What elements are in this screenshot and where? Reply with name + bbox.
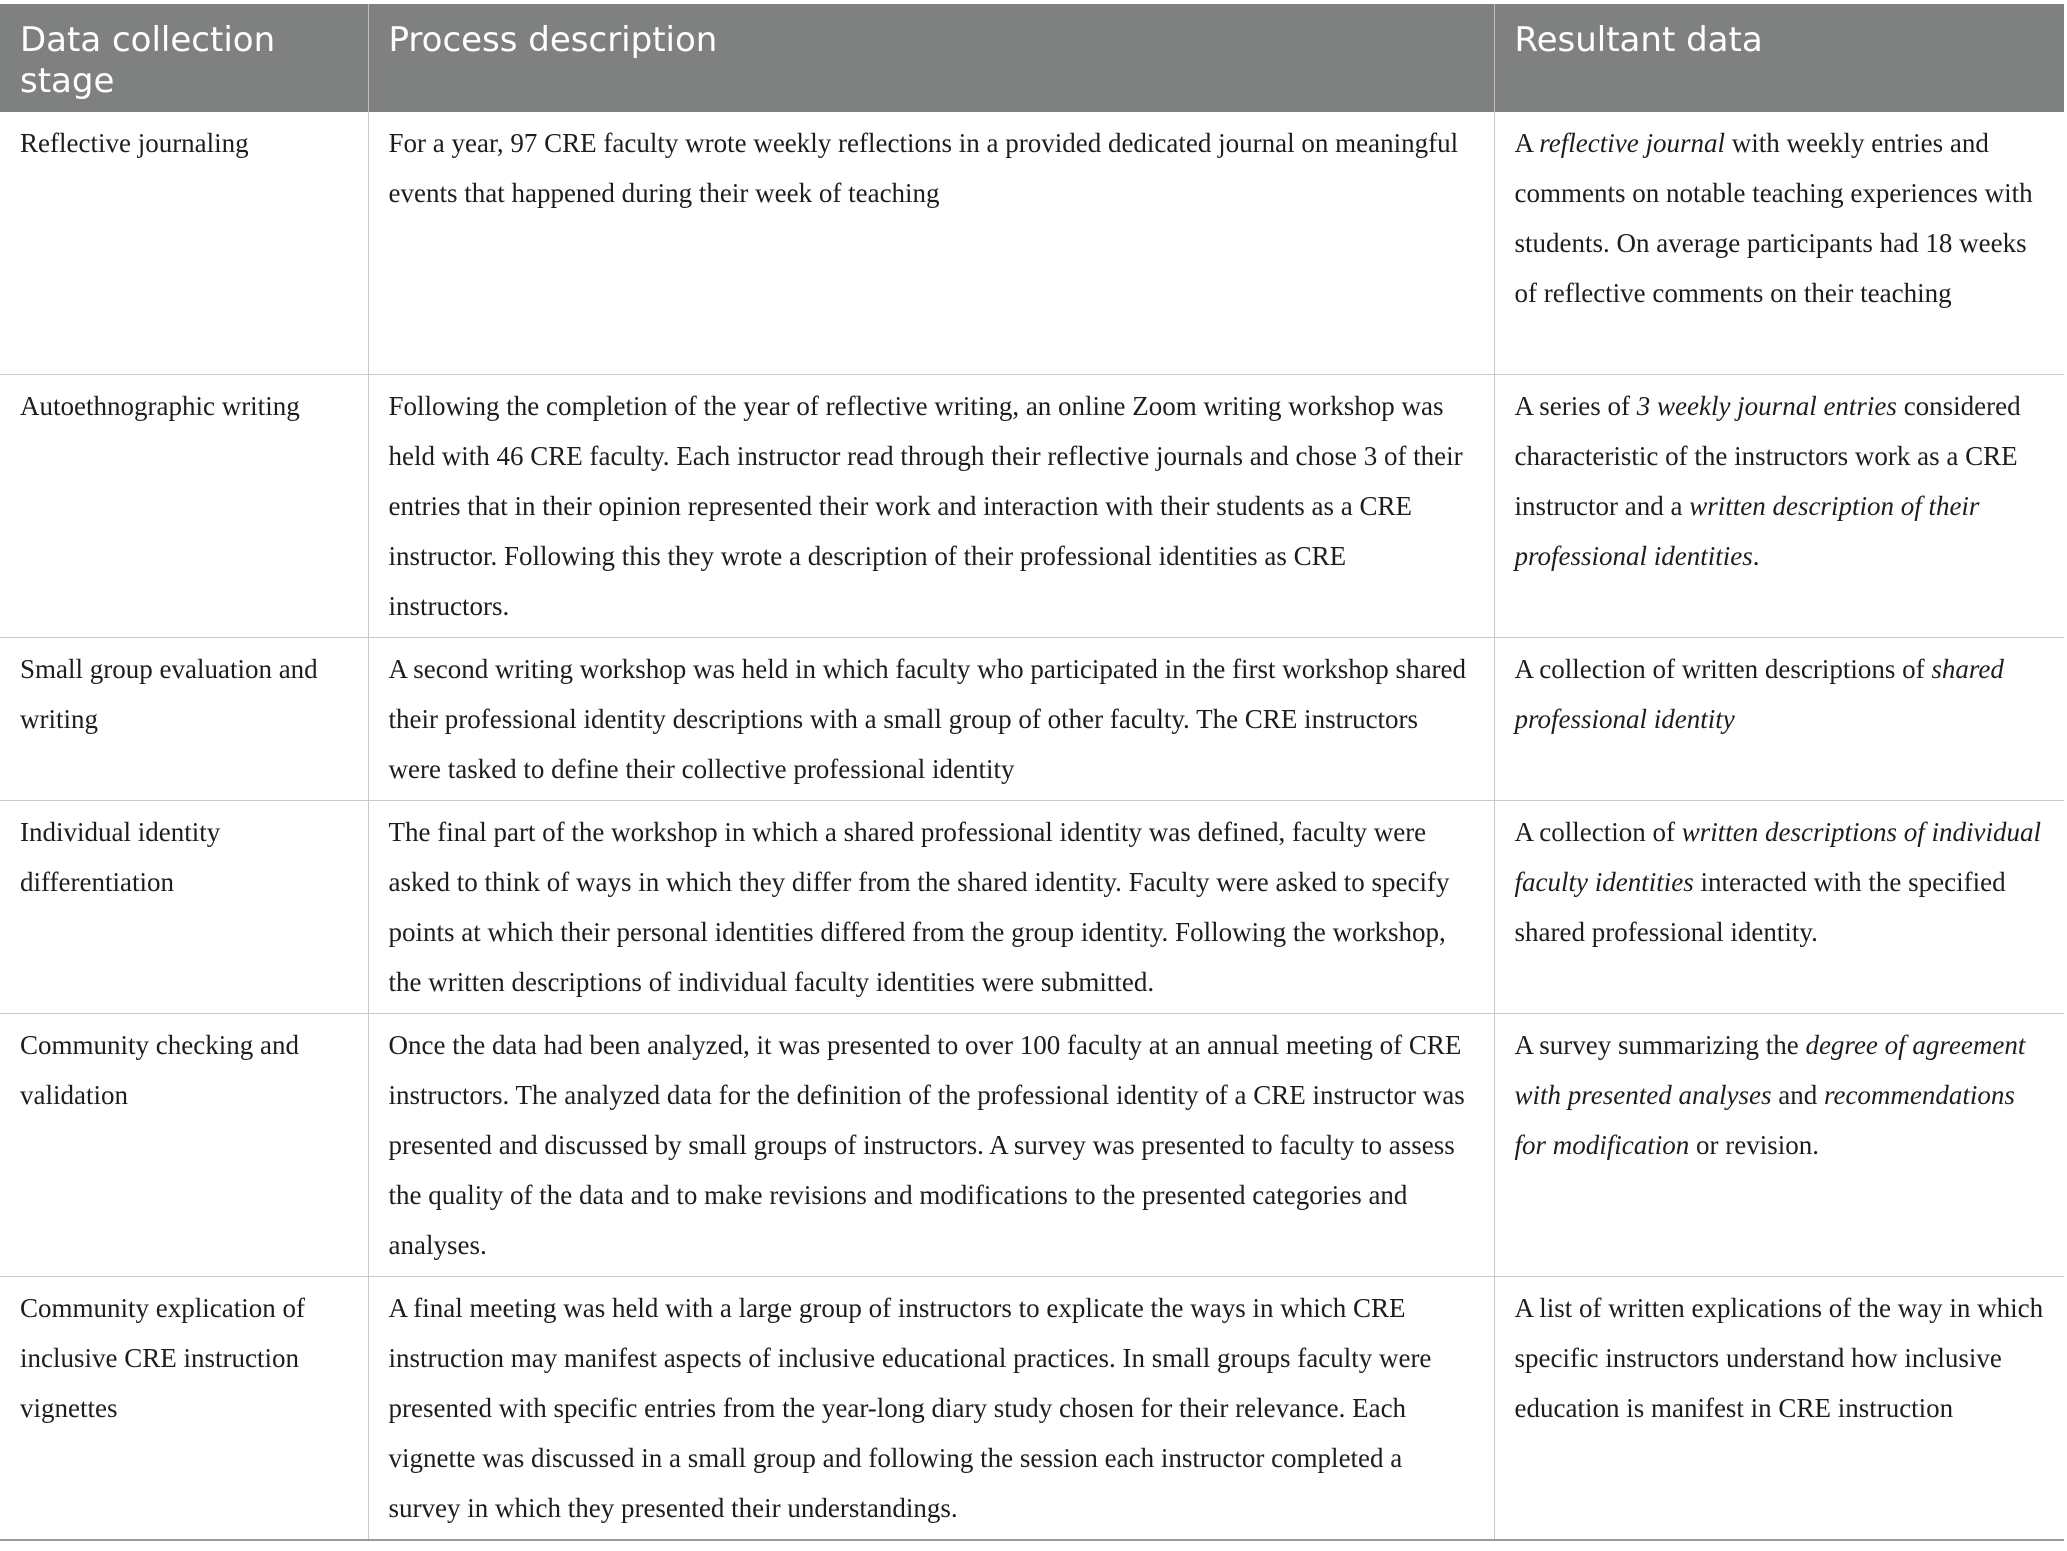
table-header-row — [0, 4, 2064, 112]
process-cell: The final part of the workshop in which a shared professional identity was defined, faculty were asked to think of ways in which they differ from the shared identity. Faculty were asked to specify points at which their personal identities differed from the group identity. Following the workshop, the written descriptions of individual faculty identities were submitted. — [368, 800, 1494, 1013]
result-emphasis: degree of agreement with presented analyses — [1514, 1029, 2026, 1110]
header-result: Resultant data — [1494, 4, 2064, 112]
stage-cell: Community checking and validation — [0, 1013, 368, 1276]
result-emphasis: recommendations for modification — [1514, 1079, 2015, 1160]
result-cell: A series of 3 weekly journal entries considered characteristic of the instructors work as a CRE instructor and a written description of their professional identities. — [1494, 374, 2064, 637]
table-row — [0, 637, 2064, 800]
process-cell: A final meeting was held with a large group of instructors to explicate the ways in which CRE instruction may manifest aspects of inclusive educational practices. In small groups faculty were presented with specific entries from the year-long diary study chosen for their relevance. Each vignette was discussed in a small group and following the session each instructor completed a survey in which they presented their understandings. — [368, 1276, 1494, 1540]
table-row — [0, 800, 2064, 1013]
result-cell: A reflective journal with weekly entries and comments on notable teaching experiences with students. On average participants had 18 weeks of reflective comments on their teaching — [1494, 112, 2064, 374]
result-emphasis: written descriptions of individual faculty identities — [1514, 816, 2041, 897]
table-row — [0, 1013, 2064, 1276]
header-stage: Data collection stage — [0, 4, 368, 112]
header-process: Process description — [368, 4, 1494, 112]
stage-cell: Small group evaluation and writing — [0, 637, 368, 800]
result-cell: A collection of written descriptions of individual faculty identities interacted with the specified shared professional identity. — [1494, 800, 2064, 1013]
table-row — [0, 1276, 2064, 1540]
stage-cell: Reflective journaling — [0, 112, 368, 374]
result-emphasis: reflective journal — [1539, 128, 1725, 158]
stage-cell: Individual identity differentiation — [0, 800, 368, 1013]
process-cell: A second writing workshop was held in which faculty who participated in the first workshop shared their professional identity descriptions with a small group of other faculty. The CRE instructors were tasked to define their collective professional identity — [368, 637, 1494, 800]
result-emphasis: written description of their professional identities — [1514, 490, 1980, 571]
stage-cell: Community explication of inclusive CRE instruction vignettes — [0, 1276, 368, 1540]
stage-cell: Autoethnographic writing — [0, 374, 368, 637]
data-collection-table — [0, 4, 2064, 1541]
result-cell: A list of written explications of the way in which specific instructors understand how inclusive education is manifest in CRE instruction — [1494, 1276, 2064, 1540]
process-cell: Following the completion of the year of reflective writing, an online Zoom writing workshop was held with 46 CRE faculty. Each instructor read through their reflective journals and chose 3 of their entries that in their opinion represented their work and interaction with their students as a CRE instructor. Following this they wrote a description of their professional identities as CRE instructors. — [368, 374, 1494, 637]
process-cell: For a year, 97 CRE faculty wrote weekly reflections in a provided dedicated journal on meaningful events that happened during their week of teaching — [368, 112, 1494, 374]
process-cell: Once the data had been analyzed, it was presented to over 100 faculty at an annual meeting of CRE instructors. The analyzed data for the definition of the professional identity of a CRE instructor was presented and discussed by small groups of instructors. A survey was presented to faculty to assess the quality of the data and to make revisions and modifications to the presented categories and analyses. — [368, 1013, 1494, 1276]
result-emphasis: shared professional identity — [1514, 653, 2004, 734]
table-row — [0, 112, 2064, 374]
result-cell: A collection of written descriptions of shared professional identity — [1494, 637, 2064, 800]
table-row — [0, 374, 2064, 637]
result-cell: A survey summarizing the degree of agreement with presented analyses and recommendations for modification or revision. — [1494, 1013, 2064, 1276]
result-emphasis: 3 weekly journal entries — [1636, 390, 1897, 421]
